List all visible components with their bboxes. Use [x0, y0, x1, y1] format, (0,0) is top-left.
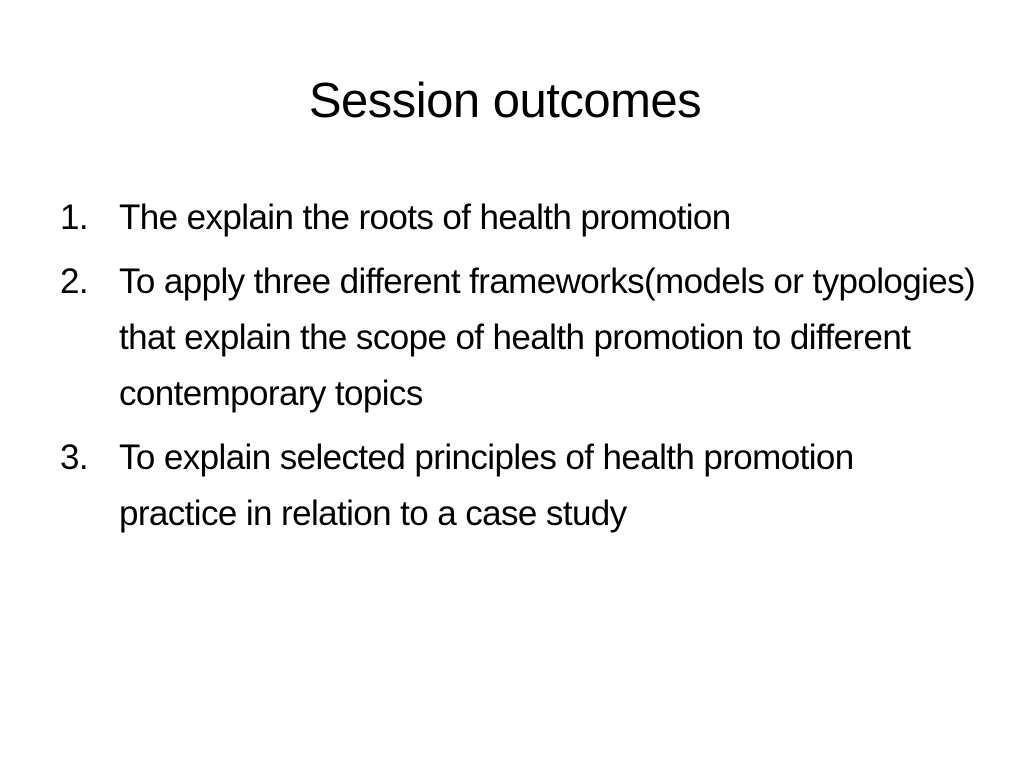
session-outcomes-list	[60, 190, 980, 550]
outcome-number: 3.	[60, 438, 88, 477]
outcome-item-2	[60, 254, 980, 422]
outcome-text: To explain selected principles of health promotion practice in relation to a case study	[119, 438, 854, 533]
outcome-number: 2.	[60, 262, 88, 301]
outcome-text: The explain the roots of health promotion	[119, 198, 731, 237]
slide-title: Session outcomes	[308, 74, 702, 128]
outcome-item-3	[60, 430, 980, 542]
outcome-text: To apply three different frameworks(models or typologies) that explain the scope of health promotion to different contemporary topics	[119, 262, 976, 413]
outcome-item-1	[60, 190, 980, 246]
outcome-number: 1.	[60, 198, 88, 237]
